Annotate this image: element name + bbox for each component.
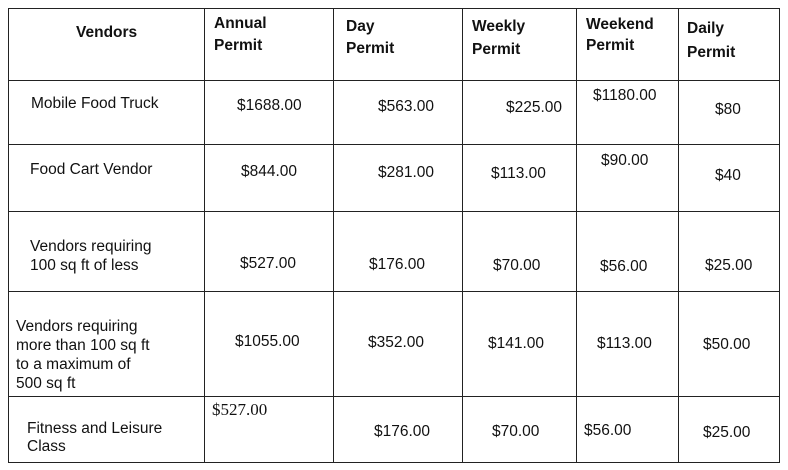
- vendor-name-line: 100 sq ft of less: [30, 257, 139, 274]
- table-border-top: [8, 8, 780, 9]
- header-weekend-line1: Weekend: [586, 16, 654, 33]
- day-permit-fee: $176.00: [369, 256, 426, 273]
- weekend-permit-fee: $90.00: [601, 152, 649, 169]
- column-divider: [462, 8, 463, 463]
- day-permit-fee: $352.00: [368, 334, 425, 351]
- header-annual-line2: Permit: [214, 37, 263, 54]
- daily-permit-fee: $25.00: [705, 257, 753, 274]
- header-day-line1: Day: [346, 18, 375, 35]
- day-permit-fee: $176.00: [374, 423, 431, 440]
- table-border-right: [779, 8, 780, 463]
- vendor-name-line: Class: [27, 438, 66, 455]
- row-divider: [8, 211, 780, 212]
- header-annual-line1: Annual: [214, 15, 267, 32]
- header-day-line2: Permit: [346, 40, 395, 57]
- vendor-name-line: Fitness and Leisure: [27, 420, 163, 437]
- row-divider: [8, 144, 780, 145]
- row-divider: [8, 396, 780, 397]
- column-divider: [576, 8, 577, 463]
- column-divider: [678, 8, 679, 463]
- vendor-name-line: Vendors requiring: [30, 238, 152, 255]
- weekly-permit-fee: $70.00: [493, 257, 541, 274]
- weekend-permit-fee: $56.00: [584, 422, 632, 439]
- row-divider: [8, 291, 780, 292]
- column-divider: [204, 8, 205, 463]
- day-permit-fee: $281.00: [378, 164, 435, 181]
- header-daily-line2: Permit: [687, 44, 736, 61]
- weekend-permit-fee: $1180.00: [593, 87, 657, 104]
- weekly-permit-fee: $225.00: [506, 99, 563, 116]
- daily-permit-fee: $25.00: [703, 424, 751, 441]
- daily-permit-fee: $40: [715, 167, 741, 184]
- annual-permit-fee: $1688.00: [237, 97, 302, 114]
- annual-permit-fee: $527.00: [212, 400, 268, 419]
- daily-permit-fee: $80: [715, 101, 741, 118]
- vendor-name-line: to a maximum of: [16, 356, 131, 373]
- vendor-name-line: more than 100 sq ft: [16, 337, 150, 354]
- table-border-left: [8, 8, 9, 463]
- weekly-permit-fee: $141.00: [488, 335, 545, 352]
- column-divider: [333, 8, 334, 463]
- header-weekend-line2: Permit: [586, 37, 635, 54]
- weekly-permit-fee: $113.00: [491, 165, 546, 182]
- table-border-bottom: [8, 462, 780, 463]
- daily-permit-fee: $50.00: [703, 336, 751, 353]
- vendor-name-line: 500 sq ft: [16, 375, 76, 392]
- header-weekly-line2: Permit: [472, 41, 521, 58]
- header-vendors: Vendors: [76, 24, 138, 41]
- day-permit-fee: $563.00: [378, 98, 435, 115]
- annual-permit-fee: $527.00: [240, 255, 297, 272]
- row-divider: [8, 80, 780, 81]
- header-daily-line1: Daily: [687, 20, 725, 37]
- vendor-name: Mobile Food Truck: [31, 95, 159, 112]
- weekend-permit-fee: $56.00: [600, 258, 648, 275]
- annual-permit-fee: $844.00: [241, 163, 298, 180]
- annual-permit-fee: $1055.00: [235, 333, 300, 350]
- vendor-name: Food Cart Vendor: [30, 161, 153, 178]
- vendor-name-line: Vendors requiring: [16, 318, 138, 335]
- weekend-permit-fee: $113.00: [597, 335, 652, 352]
- weekly-permit-fee: $70.00: [492, 423, 540, 440]
- header-weekly-line1: Weekly: [472, 18, 526, 35]
